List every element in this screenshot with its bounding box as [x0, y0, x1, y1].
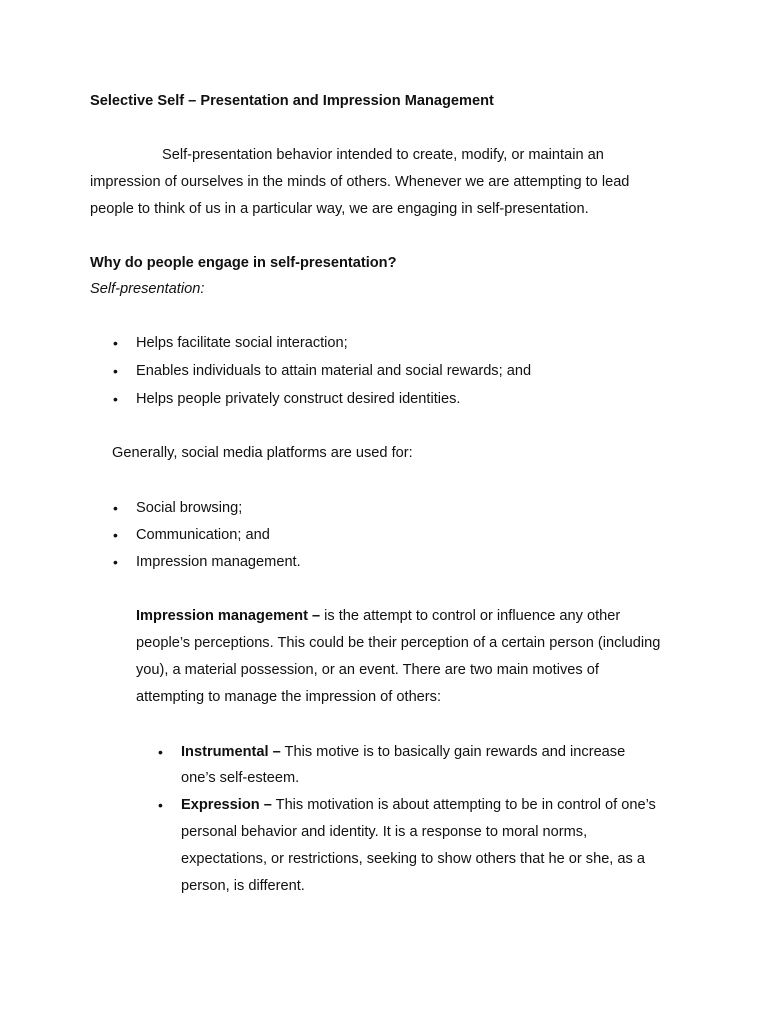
why-heading: Why do people engage in self-presentation? [90, 255, 397, 271]
impression-management-line-4: attempting to manage the impression of others: [136, 689, 442, 705]
intro-line-2: impression of ourselves in the minds of others. Whenever we are attempting to lead [90, 174, 630, 190]
social-media-intro: Generally, social media platforms are used for: [112, 445, 413, 461]
motive-term: Instrumental – [181, 744, 281, 760]
list-item: Impression management. [136, 554, 301, 570]
bullet-icon: • [113, 335, 118, 351]
list-item: Social browsing; [136, 500, 243, 516]
motive-expression-line-1 [181, 796, 656, 814]
bullet-icon: • [113, 527, 118, 543]
list-item: Helps people privately construct desired identities. [136, 391, 461, 407]
impression-management-line-1 [136, 607, 620, 625]
motive-text: This motivation is about attempting to be in control of one’s [271, 797, 656, 813]
motive-instrumental-line-1 [181, 743, 625, 761]
intro-line-1: Self-presentation behavior intended to create, modify, or maintain an [162, 147, 604, 163]
impression-management-text: is the attempt to control or influence any other [320, 608, 621, 624]
motive-term: Expression – [181, 797, 272, 813]
bullet-icon: • [113, 363, 118, 379]
bullet-icon: • [113, 500, 118, 516]
motive-expression-line-2: personal behavior and identity. It is a response to moral norms, [181, 824, 588, 840]
motive-expression-line-3: expectations, or restrictions, seeking to show others that he or she, as a [181, 851, 645, 867]
intro-line-3: people to think of us in a particular way, we are engaging in self-presentation. [90, 201, 589, 217]
list-item: Helps facilitate social interaction; [136, 335, 348, 351]
bullet-icon: • [158, 744, 163, 760]
bullet-icon: • [113, 391, 118, 407]
self-presentation-label: Self-presentation: [90, 281, 205, 297]
motive-text: This motive is to basically gain rewards and increase [280, 744, 626, 760]
motive-instrumental-line-2: one’s self-esteem. [181, 770, 300, 786]
impression-management-line-3: you), a material possession, or an event. There are two main motives of [136, 662, 599, 678]
bullet-icon: • [158, 797, 163, 813]
list-item: Communication; and [136, 527, 270, 543]
motive-expression-line-4: person, is different. [181, 878, 305, 894]
list-item: Enables individuals to attain material and social rewards; and [136, 363, 532, 379]
impression-management-line-2: people’s perceptions. This could be their perception of a certain person (including [136, 635, 661, 651]
document-title: Selective Self – Presentation and Impression Management [90, 93, 494, 109]
bullet-icon: • [113, 554, 118, 570]
impression-management-term: Impression management – [136, 608, 321, 624]
